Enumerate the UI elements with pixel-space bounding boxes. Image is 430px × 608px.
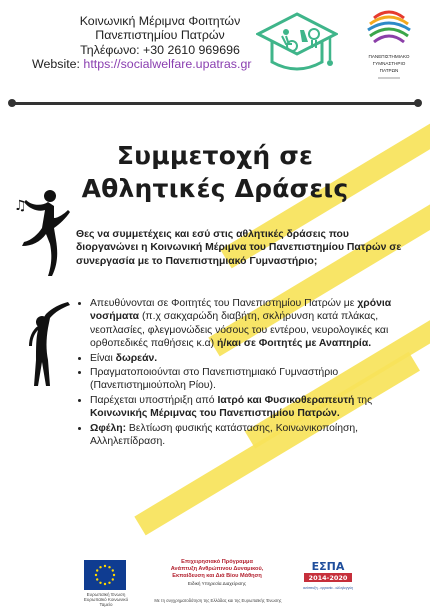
header-divider bbox=[10, 102, 420, 105]
dancer-silhouette-icon bbox=[12, 184, 72, 278]
bullet-text: της bbox=[354, 394, 373, 406]
bullet-emphasis: δωρεάν. bbox=[115, 352, 158, 364]
bullet-emphasis: Ωφέλη: bbox=[90, 422, 127, 434]
eu-caption-line2: Ευρωπαϊκό Κοινωνικό Ταμείο bbox=[83, 597, 129, 607]
bullet-text: Παρέχεται υποστήριξη από bbox=[90, 394, 218, 406]
intro-question: Θες να συμμετέχεις και εσύ στις αθλητικές δράσεις που διοργανώνει η Κοινωνική Μέριμνα του Πανεπιστημίου Πατρών σε συνεργασία με το Πανεπιστημιακό Γυμναστήριο; bbox=[76, 229, 402, 267]
website-line bbox=[32, 57, 290, 71]
op-line2: Ανάπτυξη Ανθρώπινου Δυναμικού, bbox=[170, 566, 264, 572]
espa-tagline: ανάπτυξη - εργασία - αλληλεγγύη bbox=[302, 586, 354, 590]
op-line4: Ειδική Υπηρεσία Διαχείρισης bbox=[187, 581, 247, 586]
info-bullet-list bbox=[78, 297, 420, 449]
org-name-line2: Πανεπιστημίου Πατρών bbox=[95, 28, 225, 43]
org-name-line1: Κοινωνική Μέριμνα Φοιτητών bbox=[79, 14, 241, 28]
op-line1: Επιχειρησιακό Πρόγραμμα bbox=[181, 559, 253, 565]
bullet-audience bbox=[90, 297, 420, 351]
espa-years: 2014-2020 bbox=[308, 574, 348, 582]
bullet-free bbox=[90, 352, 420, 365]
website-link[interactable]: https://socialwelfare.upatras.gr bbox=[83, 57, 252, 72]
op-line3: Εκπαίδευση και Διά Βίου Μάθηση bbox=[172, 573, 262, 579]
eu-caption-line1: Ευρωπαϊκή Ένωση bbox=[86, 592, 126, 597]
svg-text:ΓΥΜΝΑΣΤΗΡΙΟ: ΓΥΜΝΑΣΤΗΡΙΟ bbox=[372, 61, 406, 66]
bullet-emphasis: ή/και σε Φοιτητές με Αναπηρία. bbox=[217, 338, 372, 350]
website-label: Website: bbox=[32, 57, 84, 72]
cofunding-caption: Με τη συγχρηματοδότηση της Ελλάδας και της Ευρωπαϊκής Ένωσης bbox=[154, 598, 282, 603]
bullet-text: Πραγματοποιούνται στο Πανεπιστημιακό Γυμναστήριο (Πανεπιστημιούπολη Ρίου). bbox=[90, 367, 339, 392]
divider-dot-right bbox=[414, 99, 422, 107]
bullet-text: Βελτίωση φυσικής κατάστασης, Κοινωνικοποίηση, Αλληλεπίδραση. bbox=[90, 422, 359, 448]
divider-dot-left bbox=[8, 99, 16, 107]
bullet-emphasis: Ιατρό και Φυσικοθεραπευτή bbox=[217, 394, 355, 406]
university-gym-logo-icon bbox=[364, 8, 414, 90]
espa-label: ΕΣΠΑ bbox=[311, 560, 345, 573]
svg-text:ΠΑΤΡΩΝ: ΠΑΤΡΩΝ bbox=[379, 68, 399, 73]
bullet-benefits bbox=[90, 422, 420, 449]
espa-logo-icon bbox=[302, 558, 354, 592]
phone-line: Τηλέφωνο: +30 2610 969696 bbox=[80, 42, 240, 57]
bullet-text: Είναι bbox=[90, 352, 116, 364]
bullet-text: Απευθύνονται σε Φοιτητές του Πανεπιστημίου Πατρών με bbox=[90, 298, 358, 309]
eu-flag-icon bbox=[84, 560, 126, 590]
bullet-text: (π.χ σακχαρώδη διαβήτη, σκλήρυνση κατά πλάκας, νεοπλασίες, φλεγμονώδεις νόσους του εντέρου, νευρολογικές και ορθοπεδικές παθήσεις κ.α) bbox=[90, 311, 389, 350]
eu-caption bbox=[78, 592, 134, 607]
stretching-person-silhouette-icon bbox=[28, 300, 74, 388]
bullet-support bbox=[90, 394, 420, 421]
svg-text:♫: ♫ bbox=[14, 198, 27, 214]
header-contact-block bbox=[30, 14, 290, 72]
title-line1: Συμμετοχή σε bbox=[116, 141, 314, 170]
title-line2: Αθλητικές Δράσεις bbox=[81, 174, 349, 203]
bullet-location bbox=[90, 366, 420, 393]
page-title bbox=[60, 139, 370, 205]
social-welfare-graduation-cap-logo-icon bbox=[256, 12, 338, 88]
svg-text:ΠΑΝΕΠΙΣΤΗΜΙΑΚΟ: ΠΑΝΕΠΙΣΤΗΜΙΑΚΟ bbox=[368, 54, 410, 59]
operational-programme-logo bbox=[160, 559, 274, 587]
bullet-emphasis: χρόνια νοσήματα bbox=[90, 298, 392, 323]
bullet-emphasis: Κοινωνικής Μέριμνας του Πανεπιστημίου Πατρών. bbox=[90, 408, 340, 420]
